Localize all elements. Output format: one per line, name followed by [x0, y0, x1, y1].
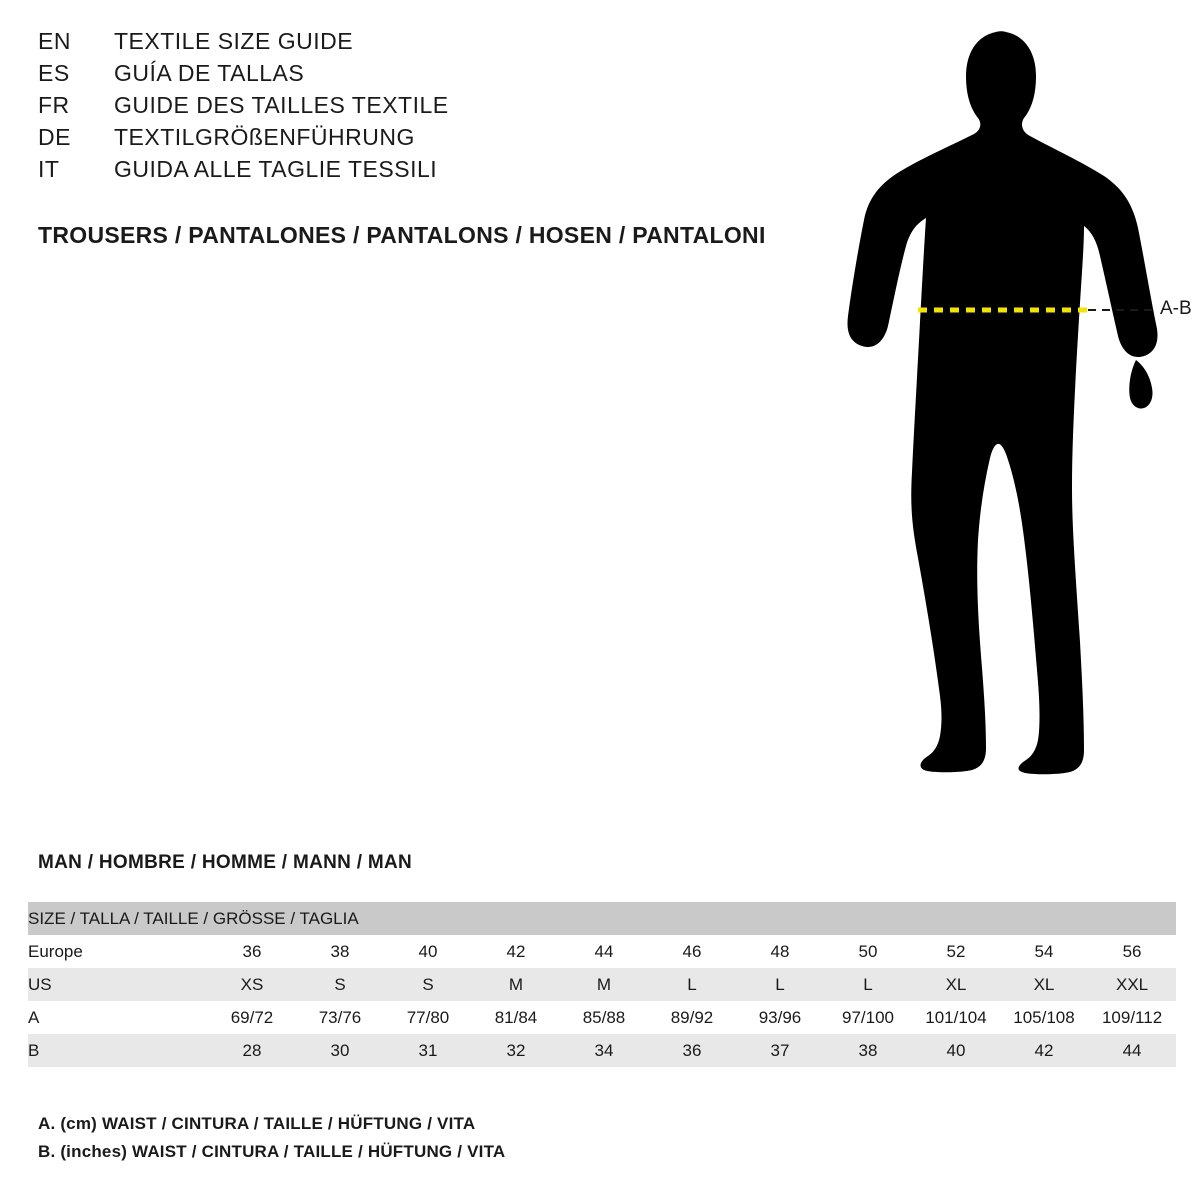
cell-europe-2: 40 — [418, 941, 438, 961]
table-row — [28, 968, 1176, 1001]
language-title: GUÍA DE TALLAS — [114, 60, 305, 86]
cell-b-3: 32 — [506, 1040, 526, 1060]
cell-a-5: 89/92 — [670, 1007, 714, 1027]
language-row-de — [38, 124, 778, 156]
language-row-es — [38, 60, 778, 92]
cell-b-10: 44 — [1122, 1040, 1142, 1060]
cell-a-3: 81/84 — [494, 1007, 538, 1027]
language-title: TEXTILGRÖßENFÜHRUNG — [114, 124, 415, 150]
table-header-row — [28, 902, 1176, 935]
cell-b-7: 38 — [858, 1040, 878, 1060]
cell-europe-0: 36 — [242, 941, 262, 961]
cell-europe-8: 52 — [946, 941, 966, 961]
footnotes — [38, 1110, 938, 1166]
row-label-us: US — [28, 974, 52, 994]
cell-b-1: 30 — [330, 1040, 350, 1060]
cell-us-4: M — [596, 974, 612, 994]
cell-us-3: M — [508, 974, 524, 994]
cell-europe-1: 38 — [330, 941, 350, 961]
table-header-label: SIZE / TALLA / TAILLE / GRÖSSE / TAGLIA — [28, 902, 1176, 935]
cell-b-9: 42 — [1034, 1040, 1054, 1060]
footnote-a: A. (cm) WAIST / CINTURA / TAILLE / HÜFTUNG / VITA — [38, 1114, 476, 1133]
cell-us-7: L — [863, 974, 873, 994]
cell-b-6: 37 — [770, 1040, 790, 1060]
cell-b-4: 34 — [594, 1040, 614, 1060]
cell-us-10: XXL — [1115, 974, 1149, 994]
cell-a-6: 93/96 — [758, 1007, 802, 1027]
language-title: GUIDE DES TAILLES TEXTILE — [114, 92, 449, 118]
language-code: EN — [38, 28, 71, 54]
garment-type-line: TROUSERS / PANTALONES / PANTALONS / HOSEN / PANTALONI — [38, 222, 766, 248]
cell-us-1: S — [334, 974, 346, 994]
group-title-man: MAN / HOMBRE / HOMME / MANN / MAN — [38, 852, 413, 873]
language-code: DE — [38, 124, 71, 150]
cell-europe-6: 48 — [770, 941, 790, 961]
cell-a-1: 73/76 — [318, 1007, 362, 1027]
cell-europe-10: 56 — [1122, 941, 1142, 961]
cell-a-8: 101/104 — [925, 1007, 987, 1027]
cell-b-5: 36 — [682, 1040, 702, 1060]
cell-europe-5: 46 — [682, 941, 702, 961]
language-title: GUIDA ALLE TAGLIE TESSILI — [114, 156, 438, 182]
table-row — [28, 1034, 1176, 1067]
cell-us-8: XL — [945, 974, 967, 994]
row-label-europe: Europe — [28, 941, 83, 961]
language-title: TEXTILE SIZE GUIDE — [114, 28, 354, 54]
language-row-en — [38, 28, 778, 60]
cell-europe-9: 54 — [1034, 941, 1054, 961]
cell-us-0: XS — [240, 974, 264, 994]
cell-a-0: 69/72 — [230, 1007, 274, 1027]
figure-illustration — [800, 10, 1200, 810]
cell-europe-7: 50 — [858, 941, 878, 961]
footnote-b: B. (inches) WAIST / CINTURA / TAILLE / HÜFTUNG / VITA — [38, 1142, 506, 1161]
cell-europe-4: 44 — [594, 941, 614, 961]
language-code: IT — [38, 156, 60, 182]
language-row-fr — [38, 92, 778, 124]
man-silhouette-icon — [848, 31, 1158, 774]
size-table — [28, 902, 1176, 1067]
cell-a-2: 77/80 — [406, 1007, 450, 1027]
language-row-it — [38, 156, 778, 188]
measure-label-ab: A-B — [1160, 298, 1192, 319]
cell-a-9: 105/108 — [1013, 1007, 1075, 1027]
language-code: FR — [38, 92, 70, 118]
cell-a-4: 85/88 — [582, 1007, 626, 1027]
cell-us-5: L — [687, 974, 697, 994]
cell-us-6: L — [775, 974, 785, 994]
language-title-block — [38, 28, 778, 188]
table-row — [28, 1001, 1176, 1034]
cell-us-9: XL — [1033, 974, 1055, 994]
language-code: ES — [38, 60, 70, 86]
table-row — [28, 935, 1176, 968]
cell-europe-3: 42 — [506, 941, 526, 961]
cell-a-7: 97/100 — [842, 1007, 894, 1027]
cell-b-0: 28 — [242, 1040, 262, 1060]
row-label-a: A — [28, 1007, 40, 1027]
cell-b-2: 31 — [418, 1040, 438, 1060]
row-label-b: B — [28, 1040, 40, 1060]
cell-us-2: S — [422, 974, 434, 994]
cell-a-10: 109/112 — [1101, 1007, 1163, 1027]
cell-b-8: 40 — [946, 1040, 966, 1060]
